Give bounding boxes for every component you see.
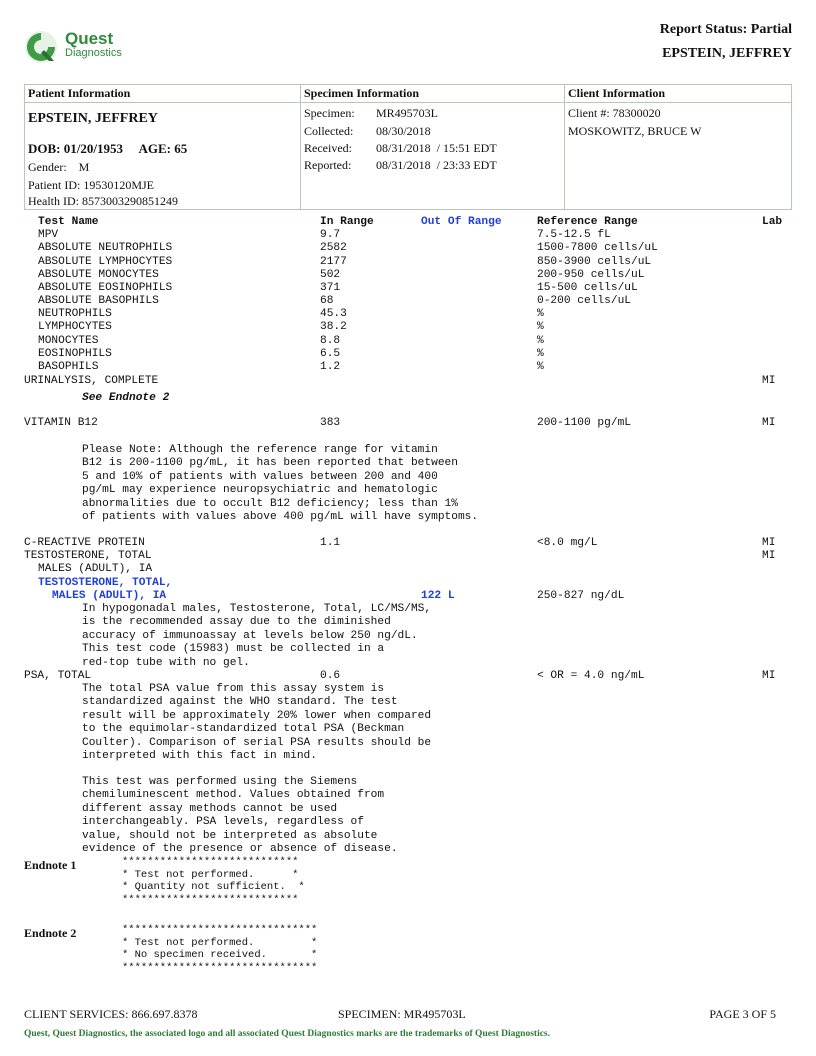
note-line: The total PSA value from this assay system is: [82, 683, 385, 695]
test-value: 1.2: [320, 361, 341, 373]
crp-value: 1.1: [320, 537, 341, 549]
endnote-2-label: Endnote 2: [24, 926, 77, 940]
test-reference: 200-950 cells/uL: [537, 269, 645, 281]
test-name: ABSOLUTE EOSINOPHILS: [38, 282, 173, 294]
note-line: red-top tube with no gel.: [82, 656, 250, 669]
note-line: B12 is 200-1100 pg/mL, it has been reported that between: [82, 457, 458, 470]
info-table: [24, 84, 792, 210]
received-label: Received:: [304, 141, 352, 155]
note-line: is the recommended assay due to the diminished: [82, 616, 391, 629]
patient-id: Patient ID: 19530120MJE: [28, 178, 154, 192]
testosterone-flag-subname: MALES (ADULT), IA: [52, 590, 167, 602]
note-line: accuracy of immunoassay at levels below 250 ng/dL.: [82, 629, 418, 642]
test-reference: %: [537, 335, 544, 347]
footer-page-number: PAGE 3 OF 5: [709, 1007, 776, 1021]
testosterone-name: TESTOSTERONE, TOTAL: [24, 550, 152, 562]
crp-lab: MI: [762, 537, 776, 549]
endnote-line: * Quantity not sufficient. *: [122, 881, 305, 894]
test-reference: 1500-7800 cells/uL: [537, 242, 658, 254]
test-name: ABSOLUTE MONOCYTES: [38, 269, 159, 281]
testosterone-subname: MALES (ADULT), IA: [38, 563, 153, 575]
note-line: value, should not be interpreted as absolute: [82, 829, 378, 842]
psa-name: PSA, TOTAL: [24, 670, 92, 682]
test-reference: %: [537, 308, 544, 320]
col-header-reference-range: Reference Range: [537, 216, 638, 228]
note-line: Coulter). Comparison of serial PSA results should be: [82, 736, 432, 749]
specimen-value: MR495703L: [376, 106, 439, 120]
quest-logo-icon: [24, 30, 58, 64]
endnote-line: ****************************: [122, 894, 299, 907]
test-name: EOSINOPHILS: [38, 348, 112, 360]
testosterone-flag-name: TESTOSTERONE, TOTAL,: [38, 577, 173, 589]
col-header-in-range: In Range: [320, 216, 374, 228]
note-line: This test was performed using the Siemens: [82, 776, 358, 788]
crp-name: C-REACTIVE PROTEIN: [24, 537, 145, 549]
health-id: Health ID: 8573003290851249: [28, 194, 178, 208]
note-line: result will be approximately 20% lower when compared: [82, 709, 432, 722]
testosterone-lab: MI: [762, 550, 776, 562]
test-name: ABSOLUTE BASOPHILS: [38, 295, 159, 307]
testosterone-note: [82, 603, 431, 670]
note-line: chemiluminescent method. Values obtained from: [82, 789, 385, 802]
specimen-info-heading: Specimen Information: [301, 85, 564, 103]
test-reference: 7.5-12.5 fL: [537, 229, 611, 241]
psa-lab: MI: [762, 670, 776, 682]
endnote-1-box: [122, 856, 305, 907]
footer-legal-notice: Quest, Quest Diagnostics, the associated logo and all associated Quest Diagnostics marks are the trademarks of Quest Diagnostics.: [24, 1029, 551, 1039]
note-line: This test code (15983) must be collected in a: [82, 643, 385, 656]
test-value: 371: [320, 282, 341, 294]
test-value: 45.3: [320, 308, 347, 320]
col-header-test-name: Test Name: [38, 216, 99, 228]
testosterone-reference: 250-827 ng/dL: [537, 590, 625, 602]
patient-gender: Gender: M: [28, 160, 90, 174]
test-value: 68: [320, 295, 334, 307]
b12-name: VITAMIN B12: [24, 417, 98, 429]
endnote-line: ****************************: [122, 856, 299, 868]
footer-specimen: SPECIMEN: MR495703L: [338, 1007, 466, 1021]
urinalysis-name: URINALYSIS, COMPLETE: [24, 375, 159, 387]
test-reference: %: [537, 348, 544, 360]
specimen-label: Specimen:: [304, 106, 355, 120]
note-line: In hypogonadal males, Testosterone, Total, LC/MS/MS,: [82, 603, 432, 615]
crp-reference: <8.0 mg/L: [537, 537, 598, 549]
note-line: of patients with values above 400 pg/mL will have symptoms.: [82, 511, 479, 524]
test-value: 38.2: [320, 321, 347, 333]
test-name: ABSOLUTE LYMPHOCYTES: [38, 256, 173, 268]
collected-value: 08/30/2018: [376, 124, 431, 138]
patient-dob-age: DOB: 01/20/1953 AGE: 65: [28, 141, 188, 156]
client-info-heading: Client Information: [565, 85, 791, 103]
patient-name: EPSTEIN, JEFFREY: [28, 111, 158, 126]
note-line: standardized against the WHO standard. The test: [82, 696, 398, 709]
test-name: MPV: [38, 229, 59, 241]
endnote-line: *******************************: [122, 962, 318, 975]
urinalysis-endnote-ref: See Endnote 2: [82, 392, 170, 404]
note-line: 5 and 10% of patients with values between 200 and 400: [82, 470, 438, 483]
psa-note-1: [82, 683, 431, 763]
note-line: pg/mL may experience neuropsychiatric and hematologic: [82, 484, 438, 497]
col-header-lab: Lab: [762, 216, 783, 228]
test-value: 502: [320, 269, 341, 281]
note-line: evidence of the presence or absence of disease.: [82, 843, 398, 856]
quest-logo: [24, 26, 174, 66]
psa-value: 0.6: [320, 670, 341, 682]
endnote-2-box: [122, 924, 317, 975]
endnote-line: * Test not performed. *: [122, 936, 318, 949]
report-status: Report Status: Partial: [659, 22, 792, 37]
endnote-line: *******************************: [122, 924, 318, 936]
footer-client-services: CLIENT SERVICES: 866.697.8378: [24, 1007, 198, 1021]
patient-info-heading: Patient Information: [25, 85, 300, 103]
test-value: 9.7: [320, 229, 341, 241]
b12-reference: 200-1100 pg/mL: [537, 417, 631, 429]
test-reference: %: [537, 321, 544, 333]
test-reference: %: [537, 361, 544, 373]
reported-value: 08/31/2018 / 23:33 EDT: [376, 158, 497, 172]
specimen-info-column: [301, 85, 565, 209]
header-patient-name: EPSTEIN, JEFFREY: [662, 46, 792, 61]
collected-label: Collected:: [304, 124, 354, 138]
note-line: abnormalities due to occult B12 deficiency; less than 1%: [82, 497, 458, 510]
client-number: Client #: 78300020: [568, 106, 661, 120]
col-header-out-of-range: Out Of Range: [421, 216, 502, 228]
test-name: ABSOLUTE NEUTROPHILS: [38, 242, 173, 254]
test-name: LYMPHOCYTES: [38, 321, 112, 333]
test-name: NEUTROPHILS: [38, 308, 112, 320]
urinalysis-lab: MI: [762, 375, 776, 387]
test-reference: 15-500 cells/uL: [537, 282, 638, 294]
endnote-1-label: Endnote 1: [24, 858, 77, 872]
test-reference: 850-3900 cells/uL: [537, 256, 652, 268]
received-value: 08/31/2018 / 15:51 EDT: [376, 141, 497, 155]
testosterone-out-of-range-value: 122 L: [421, 590, 455, 602]
note-line: to the equimolar-standardized total PSA (Beckman: [82, 723, 405, 736]
test-reference: 0-200 cells/uL: [537, 295, 631, 307]
patient-info-column: [25, 85, 301, 209]
test-value: 8.8: [320, 335, 341, 347]
client-info-column: [565, 85, 791, 209]
reported-label: Reported:: [304, 158, 352, 172]
endnote-line: * Test not performed. *: [122, 868, 299, 881]
brand-subname: Diagnostics: [65, 47, 122, 59]
test-name: BASOPHILS: [38, 361, 99, 373]
b12-lab: MI: [762, 417, 776, 429]
psa-note-2: [82, 776, 398, 856]
note-line: interpreted with this fact in mind.: [82, 750, 317, 763]
test-value: 6.5: [320, 348, 341, 360]
ordering-physician: MOSKOWITZ, BRUCE W: [568, 124, 702, 138]
brand-name: Quest: [65, 29, 114, 48]
test-value: 2582: [320, 242, 347, 254]
psa-reference: < OR = 4.0 ng/mL: [537, 670, 645, 682]
b12-value: 383: [320, 417, 341, 429]
test-name: MONOCYTES: [38, 335, 99, 347]
note-line: different assay methods cannot be used: [82, 802, 338, 815]
b12-note: [82, 444, 478, 524]
test-value: 2177: [320, 256, 347, 268]
endnote-line: * No specimen received. *: [122, 949, 318, 962]
note-line: Please Note: Although the reference range for vitamin: [82, 444, 438, 456]
note-line: interchangeably. PSA levels, regardless of: [82, 816, 364, 829]
